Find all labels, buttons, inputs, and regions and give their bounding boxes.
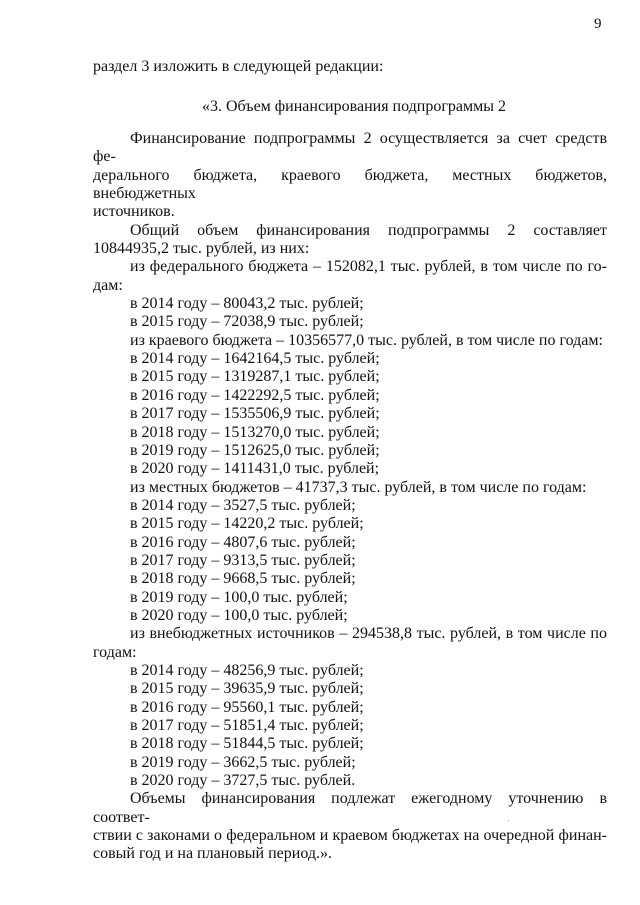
offbudget-line2: годам: [93,643,137,661]
local-year-item: в 2016 году – 4807,6 тыс. рублей; [130,533,356,551]
document-body [93,130,607,864]
para2-line2: 10844935,2 тыс. рублей, из них: [93,240,310,258]
local-year-item: в 2019 году – 100,0 тыс. рублей; [130,588,348,606]
regional-year-item: в 2016 году – 1422292,5 тыс. рублей; [130,386,380,404]
closing-line2: ствии с законами о федеральном и краевом бюджетах на очередной финан- [93,827,607,845]
closing-line1: Объемы финансирования подлежат ежегодному уточнению в соответ- [93,790,607,826]
offbudget-line1: из внебюджетных источников – 294538,8 тыс. рублей, в том числе по [130,625,607,643]
regional-year-item: в 2020 году – 1411431,0 тыс. рублей; [130,460,380,478]
local-year-item: в 2014 году – 3527,5 тыс. рублей; [130,496,356,514]
local-year-item: в 2018 году – 9668,5 тыс. рублей; [130,570,356,588]
local-year-item: в 2020 году – 100,0 тыс. рублей; [130,606,348,624]
federal-line2: дам: [93,276,123,294]
federal-year-item: в 2014 году – 80043,2 тыс. рублей; [130,295,364,313]
regional-year-item: в 2015 году – 1319287,1 тыс. рублей; [130,368,380,386]
regional-year-item: в 2014 году – 1642164,5 тыс. рублей; [130,350,380,368]
federal-year-item: в 2015 году – 72038,9 тыс. рублей; [130,313,364,331]
regional-head: из краевого бюджета – 10356577,0 тыс. рублей, в том числе по годам: [130,331,603,349]
para2-line1: Общий объем финансирования подпрограммы 2 составляет [130,221,607,239]
offbudget-year-item: в 2015 году – 39635,9 тыс. рублей; [130,680,364,698]
regional-year-item: в 2019 году – 1512625,0 тыс. рублей; [130,441,380,459]
para1-line1: Финансирование подпрограммы 2 осуществляется за счет средств фе- [93,130,607,166]
federal-line1: из федерального бюджета – 152082,1 тыс. рублей, в том числе по го- [130,258,607,276]
section-heading: «3. Объем финансирования подпрограммы 2 [202,98,507,115]
regional-year-item: в 2018 году – 1513270,0 тыс. рублей; [130,423,380,441]
offbudget-year-item: в 2014 году – 48256,9 тыс. рублей; [130,661,364,679]
local-year-item: в 2015 году – 14220,2 тыс. рублей; [130,515,364,533]
offbudget-year-item: в 2019 году – 3662,5 тыс. рублей; [130,753,356,771]
offbudget-year-item: в 2018 году – 51844,5 тыс. рублей; [130,735,364,753]
offbudget-year-item: в 2020 году – 3727,5 тыс. рублей. [130,772,356,790]
offbudget-year-item: в 2017 году – 51851,4 тыс. рублей; [130,717,364,734]
page-number: 9 [594,16,602,32]
para1-line3: источников. [93,203,175,221]
scan-speck [508,820,509,821]
local-year-item: в 2017 году – 9313,5 тыс. рублей; [130,551,356,569]
para1-line2: дерального бюджета, краевого бюджета, местных бюджетов, внебюджетных [93,166,607,203]
intro-line: раздел 3 изложить в следующей редакции: [93,58,384,75]
offbudget-year-item: в 2016 году – 95560,1 тыс. рублей; [130,698,364,716]
regional-year-item: в 2017 году – 1535506,9 тыс. рублей; [130,405,380,423]
closing-line3: совый год и на плановый период.». [93,845,333,863]
local-head: из местных бюджетов – 41737,3 тыс. рублей, в том числе по годам: [130,478,587,496]
